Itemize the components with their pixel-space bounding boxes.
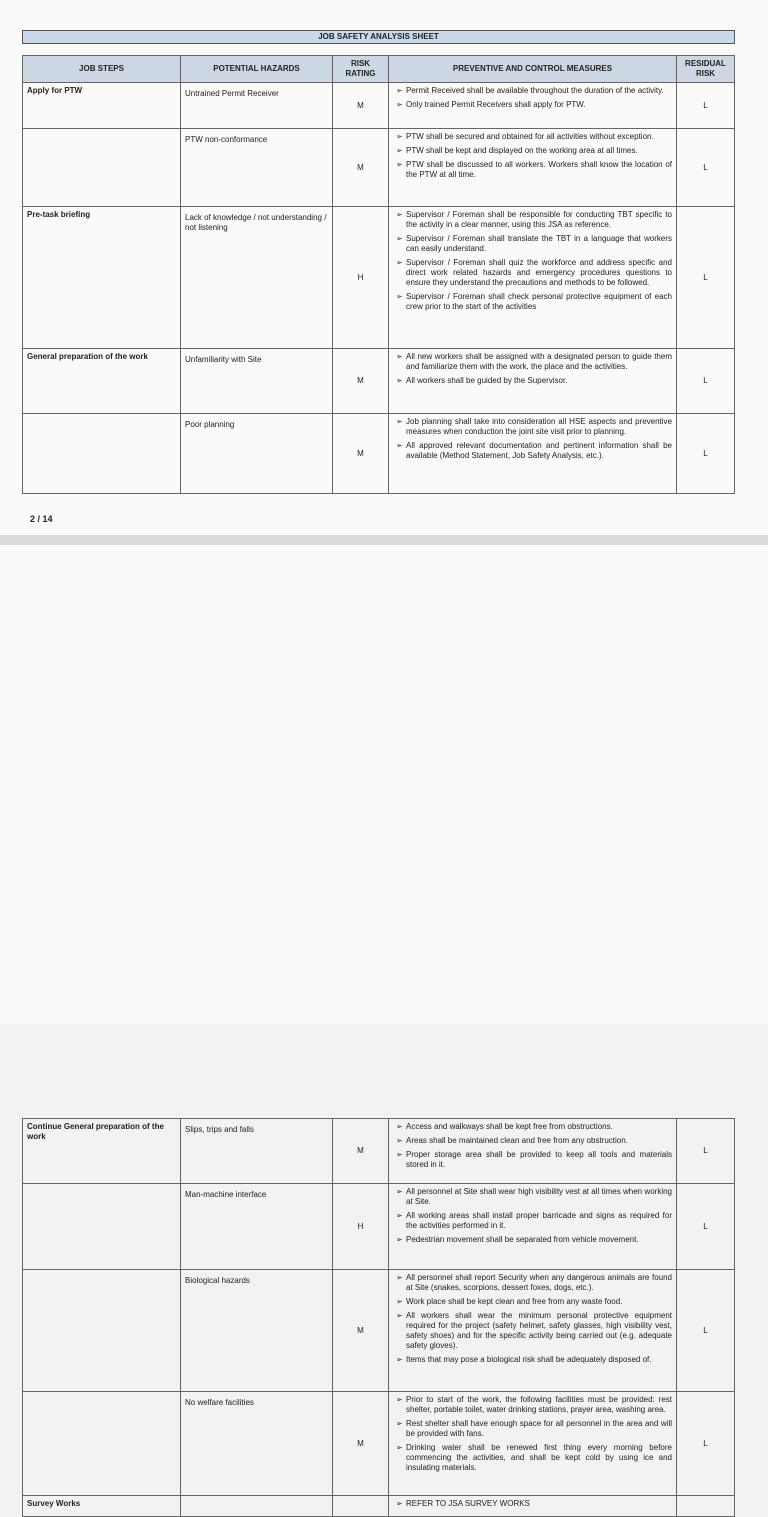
table-row xyxy=(23,1184,735,1270)
measure-item xyxy=(393,1395,672,1415)
measure-item xyxy=(393,234,672,254)
jsa-table-page-3 xyxy=(22,1118,735,1517)
risk-rating-cell: M xyxy=(333,349,389,414)
job-step-cell xyxy=(23,1392,181,1496)
measure-text: Pedestrian movement shall be separated from vehicle movement. xyxy=(406,1235,639,1244)
table-row xyxy=(23,129,735,207)
control-measures-cell xyxy=(389,129,677,207)
arrow-bullet-icon: ➢ xyxy=(396,86,403,95)
table-row xyxy=(23,1392,735,1496)
residual-risk-cell: L xyxy=(677,129,735,207)
measure-text: All new workers shall be assigned with a designated person to guide them and familiarize them with the work, the place and the activities. xyxy=(406,352,672,371)
hazard-cell: Unfamiliarity with Site xyxy=(181,349,333,414)
hazard-cell: No welfare facilities xyxy=(181,1392,333,1496)
measure-text: Proper storage area shall be provided to keep all tools and materials stored in it. xyxy=(406,1150,672,1169)
risk-rating-cell: H xyxy=(333,207,389,349)
measure-item xyxy=(393,1355,672,1365)
risk-rating-cell: M xyxy=(333,129,389,207)
sheet-title: JOB SAFETY ANALYSIS SHEET xyxy=(22,30,735,44)
arrow-bullet-icon: ➢ xyxy=(396,376,403,385)
measure-text: Only trained Permit Receivers shall apply for PTW. xyxy=(406,100,586,109)
risk-rating-cell xyxy=(333,1496,389,1517)
arrow-bullet-icon: ➢ xyxy=(396,1443,403,1452)
measure-text: Permit Received shall be available throughout the duration of the activity. xyxy=(406,86,664,95)
measure-text: Drinking water shall be renewed first thing every morning before commencing the activities, and shall be kept cold by using ice and insulating materials. xyxy=(406,1443,672,1472)
arrow-bullet-icon: ➢ xyxy=(396,1273,403,1282)
arrow-bullet-icon: ➢ xyxy=(396,1355,403,1364)
control-measures-cell xyxy=(389,83,677,129)
measures-list xyxy=(393,1499,672,1509)
arrow-bullet-icon: ➢ xyxy=(396,1122,403,1131)
header-risk-rating: RISK RATING xyxy=(333,56,389,83)
measure-item xyxy=(393,160,672,180)
measure-item xyxy=(393,292,672,312)
arrow-bullet-icon: ➢ xyxy=(396,1211,403,1220)
risk-rating-cell: M xyxy=(333,83,389,129)
header-row xyxy=(23,56,735,83)
table-row xyxy=(23,1496,735,1517)
measure-item xyxy=(393,146,672,156)
residual-risk-cell: L xyxy=(677,207,735,349)
measures-list xyxy=(393,1395,672,1473)
measures-list xyxy=(393,86,672,110)
risk-rating-cell: M xyxy=(333,1119,389,1184)
measure-item xyxy=(393,210,672,230)
residual-risk-cell: L xyxy=(677,349,735,414)
header-control-measures: PREVENTIVE AND CONTROL MEASURES xyxy=(389,56,677,83)
arrow-bullet-icon: ➢ xyxy=(396,1235,403,1244)
measure-item xyxy=(393,1311,672,1351)
arrow-bullet-icon: ➢ xyxy=(396,1150,403,1159)
measure-item xyxy=(393,417,672,437)
measure-text: Items that may pose a biological risk shall be adequately disposed of. xyxy=(406,1355,652,1364)
arrow-bullet-icon: ➢ xyxy=(396,146,403,155)
arrow-bullet-icon: ➢ xyxy=(396,234,403,243)
job-step-cell xyxy=(23,1270,181,1392)
hazard-cell: Man-machine interface xyxy=(181,1184,333,1270)
control-measures-cell xyxy=(389,1119,677,1184)
control-measures-cell xyxy=(389,207,677,349)
measure-item xyxy=(393,100,672,110)
job-step-cell xyxy=(23,414,181,494)
header-job-steps: JOB STEPS xyxy=(23,56,181,83)
measure-item xyxy=(393,1297,672,1307)
arrow-bullet-icon: ➢ xyxy=(396,100,403,109)
measure-item xyxy=(393,1187,672,1207)
measure-item xyxy=(393,1419,672,1439)
measures-list xyxy=(393,1187,672,1245)
measure-text: All approved relevant documentation and pertinent information shall be available (Method Statement, Job Safety Analysis, etc.). xyxy=(406,441,672,460)
measure-text: Job planning shall take into consideration all HSE aspects and preventive measures when conduction the joint site visit prior to planning. xyxy=(406,417,672,436)
arrow-bullet-icon: ➢ xyxy=(396,441,403,450)
header-potential-hazards: POTENTIAL HAZARDS xyxy=(181,56,333,83)
measure-item xyxy=(393,1211,672,1231)
measure-item xyxy=(393,1443,672,1473)
control-measures-cell xyxy=(389,1496,677,1517)
page-gap xyxy=(0,535,768,545)
job-step-cell: Continue General preparation of the work xyxy=(23,1119,181,1184)
measure-item xyxy=(393,132,672,142)
arrow-bullet-icon: ➢ xyxy=(396,1311,403,1320)
arrow-bullet-icon: ➢ xyxy=(396,132,403,141)
jsa-table-page-2 xyxy=(22,55,735,494)
job-step-cell: Apply for PTW xyxy=(23,83,181,129)
measure-text: PTW shall be discussed to all workers. Workers shall know the location of the PTW at all time. xyxy=(406,160,672,179)
measure-item xyxy=(393,1499,672,1509)
measures-list xyxy=(393,1122,672,1170)
arrow-bullet-icon: ➢ xyxy=(396,1419,403,1428)
measure-text: Areas shall be maintained clean and free from any obstruction. xyxy=(406,1136,628,1145)
residual-risk-cell xyxy=(677,1496,735,1517)
measure-text: PTW shall be secured and obtained for all activities without exception. xyxy=(406,132,654,141)
measure-text: Work place shall be kept clean and free from any waste food. xyxy=(406,1297,623,1306)
table-row xyxy=(23,207,735,349)
arrow-bullet-icon: ➢ xyxy=(396,1187,403,1196)
residual-risk-cell: L xyxy=(677,1392,735,1496)
control-measures-cell xyxy=(389,414,677,494)
measure-text: Access and walkways shall be kept free from obstructions. xyxy=(406,1122,613,1131)
control-measures-cell xyxy=(389,1184,677,1270)
arrow-bullet-icon: ➢ xyxy=(396,1136,403,1145)
table-row xyxy=(23,1119,735,1184)
job-step-cell xyxy=(23,1184,181,1270)
arrow-bullet-icon: ➢ xyxy=(396,1499,403,1508)
jsa-page-2 xyxy=(0,0,768,535)
hazard-cell: Lack of knowledge / not understanding / not listening xyxy=(181,207,333,349)
measure-text: REFER TO JSA SURVEY WORKS xyxy=(406,1499,530,1508)
hazard-cell: Slips, trips and falls xyxy=(181,1119,333,1184)
measure-text: All workers shall wear the minimum personal protective equipment required for the project (safety helmet, safety glasses, high visibility vest, safety shoes) and for the specific activity being carried out (e.g. adequate safety gloves). xyxy=(406,1311,672,1350)
measures-list xyxy=(393,210,672,312)
table-row xyxy=(23,349,735,414)
measures-list xyxy=(393,1273,672,1365)
measure-item xyxy=(393,1150,672,1170)
arrow-bullet-icon: ➢ xyxy=(396,417,403,426)
hazard-cell: PTW non-conformance xyxy=(181,129,333,207)
arrow-bullet-icon: ➢ xyxy=(396,1395,403,1404)
risk-rating-cell: M xyxy=(333,1392,389,1496)
measure-text: All personnel shall report Security when any dangerous animals are found at Site (snakes, scorpions, dessert foxes, dogs, etc.). xyxy=(406,1273,672,1292)
page-number: 2 / 14 xyxy=(30,514,53,524)
measure-item xyxy=(393,258,672,288)
arrow-bullet-icon: ➢ xyxy=(396,1297,403,1306)
control-measures-cell xyxy=(389,1392,677,1496)
residual-risk-cell: L xyxy=(677,414,735,494)
header-residual-risk: RESIDUAL RISK xyxy=(677,56,735,83)
risk-rating-cell: H xyxy=(333,1184,389,1270)
control-measures-cell xyxy=(389,1270,677,1392)
measure-item xyxy=(393,1122,672,1132)
measure-item xyxy=(393,86,672,96)
arrow-bullet-icon: ➢ xyxy=(396,258,403,267)
risk-rating-cell: M xyxy=(333,1270,389,1392)
control-measures-cell xyxy=(389,349,677,414)
risk-rating-cell: M xyxy=(333,414,389,494)
hazard-cell: Biological hazards xyxy=(181,1270,333,1392)
table-row xyxy=(23,83,735,129)
measure-text: Supervisor / Foreman shall be responsible for conducting TBT specific to the activity in a clear manner, using this JSA as reference. xyxy=(406,210,672,229)
arrow-bullet-icon: ➢ xyxy=(396,352,403,361)
residual-risk-cell: L xyxy=(677,1184,735,1270)
residual-risk-cell: L xyxy=(677,1119,735,1184)
measure-text: Supervisor / Foreman shall quiz the workforce and address specific and direct work related hazards and emergency procedures questions to ensure they understand the precautions and methods to be followed. xyxy=(406,258,672,287)
arrow-bullet-icon: ➢ xyxy=(396,210,403,219)
measure-text: Supervisor / Foreman shall check personal protective equipment of each crew prior to the start of the activities xyxy=(406,292,672,311)
measure-item xyxy=(393,441,672,461)
measure-item xyxy=(393,1235,672,1245)
arrow-bullet-icon: ➢ xyxy=(396,160,403,169)
hazard-cell: Poor planning xyxy=(181,414,333,494)
residual-risk-cell: L xyxy=(677,83,735,129)
job-step-cell: General preparation of the work xyxy=(23,349,181,414)
hazard-cell: Untrained Permit Receiver xyxy=(181,83,333,129)
measure-item xyxy=(393,352,672,372)
job-step-cell: Pre-task briefing xyxy=(23,207,181,349)
measure-text: Prior to start of the work, the following facilities must be provided: rest shelter, portable toilet, water drinking stations, prayer area, washing area. xyxy=(406,1395,672,1414)
table-row xyxy=(23,1270,735,1392)
measure-item xyxy=(393,1136,672,1146)
measure-item xyxy=(393,376,672,386)
measures-list xyxy=(393,132,672,180)
measure-text: All working areas shall install proper barricade and signs as required for the activities performed in it. xyxy=(406,1211,672,1230)
table-row xyxy=(23,414,735,494)
measure-text: All personnel at Site shall wear high visibility vest at all times when working at Site. xyxy=(406,1187,672,1206)
measure-text: Rest shelter shall have enough space for all personnel in the area and will be provided with fans. xyxy=(406,1419,672,1438)
measure-text: All workers shall be guided by the Supervisor. xyxy=(406,376,568,385)
job-step-cell xyxy=(23,129,181,207)
measure-item xyxy=(393,1273,672,1293)
arrow-bullet-icon: ➢ xyxy=(396,292,403,301)
hazard-cell xyxy=(181,1496,333,1517)
measures-list xyxy=(393,352,672,386)
measures-list xyxy=(393,417,672,461)
measure-text: Supervisor / Foreman shall translate the TBT in a language that workers can easily understand. xyxy=(406,234,672,253)
measure-text: PTW shall be kept and displayed on the working area at all times. xyxy=(406,146,638,155)
job-step-cell: Survey Works xyxy=(23,1496,181,1517)
jsa-page-3 xyxy=(0,545,768,1508)
residual-risk-cell: L xyxy=(677,1270,735,1392)
